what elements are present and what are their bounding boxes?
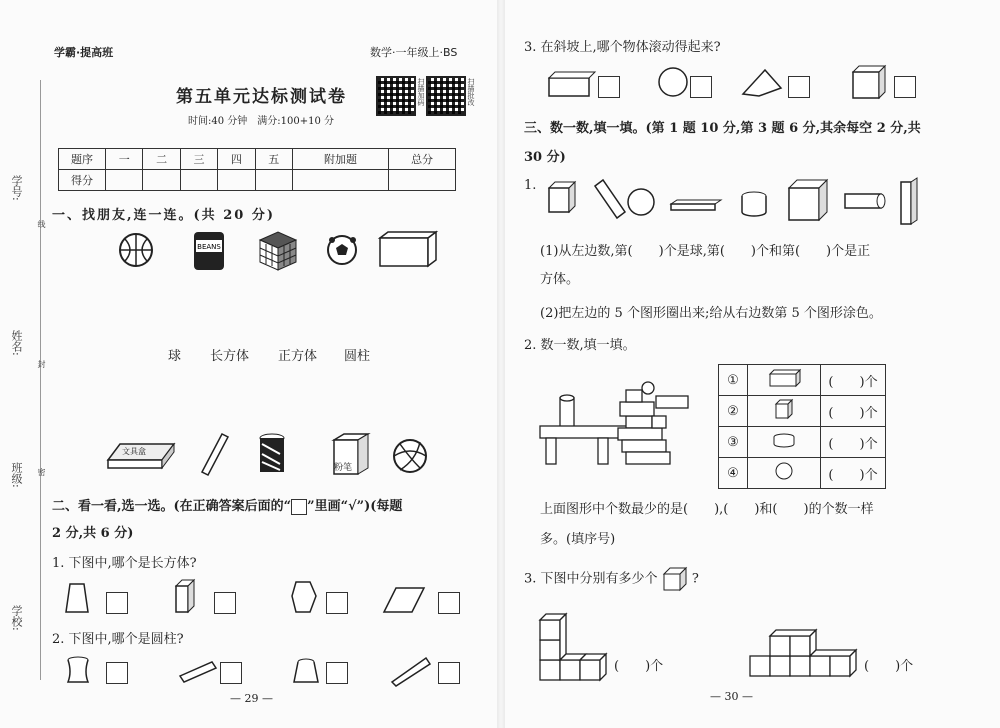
tilted-cylinder-icon [595, 180, 625, 218]
basketball-icon [120, 234, 152, 266]
q3-1-number: 1. [524, 178, 537, 193]
brand-label: 学霸·提高班 [54, 46, 114, 59]
page-number-left: — 29 — [230, 692, 273, 705]
score-cell[interactable] [143, 170, 180, 191]
score-header: 二 [143, 149, 180, 170]
can-icon [194, 232, 224, 270]
sphere-icon [772, 460, 796, 482]
cube-shape-1-icon [549, 182, 575, 212]
svg-text:BEANS: BEANS [197, 243, 221, 251]
q3-3-text [524, 566, 699, 592]
hexagonal-prism-icon [292, 582, 316, 612]
binding-mark-xian: 线 [37, 220, 46, 228]
volleyball-icon [394, 440, 426, 472]
q3-1-shapes [545, 176, 925, 230]
section1-top-objects [110, 226, 440, 276]
pencil-box-label: 文具盒 [122, 447, 146, 456]
cuboid-icon [764, 368, 804, 388]
lying-cylinder-icon [180, 662, 216, 682]
striped-can-icon [260, 434, 284, 472]
score-cell[interactable] [389, 170, 456, 191]
rod-cylinder-icon [392, 658, 430, 686]
score-cell[interactable] [218, 170, 255, 191]
short-cylinder-icon [742, 192, 766, 216]
score-header: 总分 [389, 149, 456, 170]
q2-1-box-1[interactable] [106, 592, 128, 614]
section2-title-part1: 二、看一看,选一选。(在正确答案后面的“ [52, 499, 292, 514]
count-row-3 [719, 427, 886, 458]
qr-code-2 [426, 76, 466, 116]
q2-1-box-3[interactable] [326, 592, 348, 614]
subject-label: 数学·一年级上·BS [370, 46, 458, 59]
score-cell[interactable] [180, 170, 217, 191]
section2-title-part2: ”里画“√”)(每题 [307, 499, 403, 514]
cuboid-shape-icon [176, 580, 194, 612]
count-row-number: ② [719, 396, 748, 427]
score-row [59, 170, 456, 191]
q2-1-box-2[interactable] [214, 592, 236, 614]
flat-cuboid-icon [671, 200, 721, 210]
cube-on-slope-icon [853, 66, 885, 98]
cylinder-icon [769, 430, 799, 450]
score-header: 四 [218, 149, 255, 170]
count-row-number: ③ [719, 427, 748, 458]
count-row-blank[interactable]: ( )个 [821, 427, 886, 458]
word-ball: 球 [168, 349, 182, 364]
qr-code-1 [376, 76, 416, 116]
score-header-row [59, 149, 456, 170]
section3-title: 三、数一数,填一填。(第 1 题 10 分,第 3 题 6 分,其余每空 2 分,共 [524, 121, 921, 136]
score-table [58, 148, 456, 191]
cube-stack-figure-2 [748, 622, 860, 680]
score-header: 附加题 [292, 149, 388, 170]
rubiks-cube-icon [260, 232, 296, 270]
q3-2-text: 2. 数一数,填一填。 [524, 338, 636, 353]
score-cell[interactable] [255, 170, 292, 191]
q3-3-text-post: ? [691, 571, 699, 587]
soccer-ball-icon [328, 236, 356, 264]
q2-1-box-4[interactable] [438, 592, 460, 614]
count-row-shape [748, 365, 821, 396]
count-row-1 [719, 365, 886, 396]
section2-title-line2: 2 分,共 6 分) [52, 526, 134, 541]
count-row-blank[interactable]: ( )个 [821, 458, 886, 489]
box-icon [380, 232, 436, 266]
q2-2-text: 2. 下图中,哪个是圆柱? [52, 632, 184, 647]
q2-3-text: 3. 在斜坡上,哪个物体滚动得起来? [524, 40, 721, 55]
page-fold [497, 0, 505, 728]
qr-caption-1: 扫描加码 [417, 78, 425, 106]
count-row-4 [719, 458, 886, 489]
chalk-label: 粉笔 [334, 463, 353, 473]
page-number-right: — 30 — [710, 690, 753, 703]
cuboid-on-slope-icon [549, 72, 595, 96]
exam-info: 时间:40 分钟 满分:100+10 分 [188, 116, 335, 127]
binding-class: 班级: [10, 462, 23, 488]
q3-2-answer-text: 上面图形中个数最少的是( ),( )和( )的个数一样 [540, 502, 874, 517]
cube-icon [772, 398, 796, 420]
q2-3-box-4[interactable] [894, 76, 916, 98]
parallelepiped-icon [384, 588, 424, 612]
count-row-blank[interactable]: ( )个 [821, 365, 886, 396]
section3-title-line2: 30 分) [524, 150, 566, 165]
q2-2-box-3[interactable] [326, 662, 348, 684]
ball-on-slope-icon [659, 68, 687, 96]
q2-2-box-2[interactable] [220, 662, 242, 684]
score-header: 三 [180, 149, 217, 170]
exam-title: 第五单元达标测试卷 [176, 87, 347, 107]
pencil-icon [202, 434, 228, 475]
q3-3-blank-2[interactable]: ( )个 [864, 659, 914, 674]
binding-mark-feng: 封 [37, 360, 46, 368]
q3-1a-text-line2: 方体。 [540, 272, 580, 287]
q3-1b-text: (2)把左边的 5 个图形圈出来;给从右边数第 5 个图形涂色。 [540, 306, 882, 321]
word-cube: 正方体 [278, 349, 318, 364]
q3-1a-text: (1)从左边数,第( )个是球,第( )个和第( )个是正 [540, 244, 871, 259]
count-row-number: ④ [719, 458, 748, 489]
q2-3-box-3[interactable] [788, 76, 810, 98]
score-header: 一 [106, 149, 143, 170]
score-row-label: 得分 [59, 170, 106, 191]
binding-student-no: 学号: [10, 175, 23, 201]
binding-school: 学校: [10, 605, 23, 631]
lying-cylinder-2-icon [845, 194, 885, 208]
score-header: 五 [255, 149, 292, 170]
count-row-shape [748, 396, 821, 427]
word-cylinder: 圆柱 [344, 349, 371, 364]
section1-title: 一、找朋友,连一连。(共 20 分) [52, 208, 275, 223]
q3-3-blank-1[interactable]: ( )个 [614, 659, 664, 674]
count-row-shape [748, 458, 821, 489]
count-table [718, 364, 886, 489]
q2-3-box-2[interactable] [690, 76, 712, 98]
score-cell[interactable] [106, 170, 143, 191]
q2-3-box-1[interactable] [598, 76, 620, 98]
count-row-number: ① [719, 365, 748, 396]
score-cell[interactable] [292, 170, 388, 191]
frustum-shape-icon [66, 584, 88, 612]
sphere-icon [628, 189, 654, 215]
section2-title [52, 495, 402, 515]
tall-cuboid-icon [901, 178, 917, 224]
unit-cube-icon [662, 566, 688, 592]
block-structure-figure [536, 376, 696, 471]
qr-caption-2: 扫描批改 [467, 78, 475, 106]
large-cube-icon [789, 180, 827, 220]
count-row-blank[interactable]: ( )个 [821, 396, 886, 427]
score-header: 题序 [59, 149, 106, 170]
triangular-prism-icon [743, 70, 781, 96]
q2-2-box-1[interactable] [106, 662, 128, 684]
binding-mark-mi: 密 [37, 468, 46, 476]
hourglass-cylinder-icon [68, 657, 88, 682]
q2-2-box-4[interactable] [438, 662, 460, 684]
q3-2-answer-text-line2: 多。(填序号) [540, 532, 616, 547]
binding-line [40, 80, 41, 680]
q3-3-text-pre: 3. 下图中分别有多少个 [524, 571, 658, 587]
count-row-2 [719, 396, 886, 427]
answer-box-sample [291, 499, 307, 515]
section1-bottom-objects [104, 430, 444, 480]
q2-1-text: 1. 下图中,哪个是长方体? [52, 556, 197, 571]
frustum-cone-icon [294, 659, 318, 682]
cube-stack-figure-1 [538, 604, 614, 682]
binding-name: 姓名: [10, 330, 23, 356]
word-cuboid: 长方体 [210, 349, 250, 364]
count-row-shape [748, 427, 821, 458]
